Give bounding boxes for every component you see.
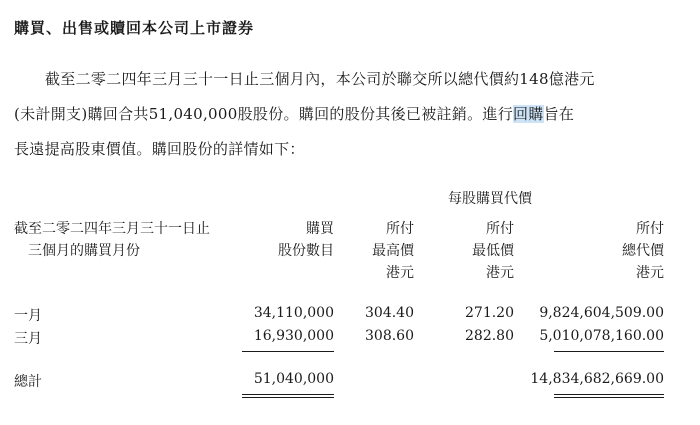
row-1-total: 9,824,604,509.00	[539, 305, 664, 321]
highlighted-text: 回購	[513, 105, 544, 123]
total-row-shares: 51,040,000	[253, 371, 334, 387]
paragraph-line-1: 截至二零二四年三月三十一日止三個月內，本公司於聯交所以總代價約148億港元	[45, 70, 595, 88]
month-header-line-1: 截至二零二四年三月三十一日止	[14, 221, 210, 237]
row-1-low: 271.20	[465, 305, 514, 321]
high-header-line-1: 所付	[386, 221, 414, 237]
row-2-low: 282.80	[465, 328, 514, 344]
total-subtotal-rule	[554, 351, 664, 352]
shares-subtotal-rule	[242, 351, 334, 352]
total-header-line-2: 總代價	[622, 243, 664, 259]
row-2-month: 三月	[14, 331, 42, 347]
row-1-shares: 34,110,000	[253, 305, 334, 321]
paragraph-line-2-start: (未計開支)購回合共51,040,000股股份。購回的股份其後已被註銷。進行	[14, 105, 513, 123]
row-2-total: 5,010,078,160.00	[539, 328, 664, 344]
high-header-line-3: 港元	[386, 265, 414, 281]
row-1-month: 一月	[14, 308, 42, 324]
low-header-line-3: 港元	[486, 265, 514, 281]
row-1-high: 304.40	[365, 305, 414, 321]
price-group-header: 每股購買代價	[448, 191, 532, 207]
total-header-line-3: 港元	[636, 265, 664, 281]
month-header-line-2: 三個月的購買月份	[28, 243, 140, 259]
low-header-line-1: 所付	[486, 221, 514, 237]
section-heading: 購買、出售或贖回本公司上市證券	[14, 19, 255, 37]
total-row-total: 14,834,682,669.00	[530, 371, 664, 387]
high-header-line-2: 最高價	[372, 243, 414, 259]
total-row-label: 總計	[14, 374, 42, 390]
shares-header-line-1: 購買	[306, 221, 334, 237]
paragraph-line-3: 長遠提高股東價值。購回股份的詳情如下：	[14, 140, 305, 158]
paragraph-line-2	[14, 103, 686, 124]
row-2-shares: 16,930,000	[253, 328, 334, 344]
row-2-high: 308.60	[365, 328, 414, 344]
shares-total-double-rule	[242, 394, 334, 398]
total-double-rule	[554, 394, 664, 398]
total-header-line-1: 所付	[636, 221, 664, 237]
shares-header-line-2: 股份數目	[278, 243, 334, 259]
low-header-line-2: 最低價	[472, 243, 514, 259]
paragraph-line-2-end: 旨在	[543, 105, 575, 123]
